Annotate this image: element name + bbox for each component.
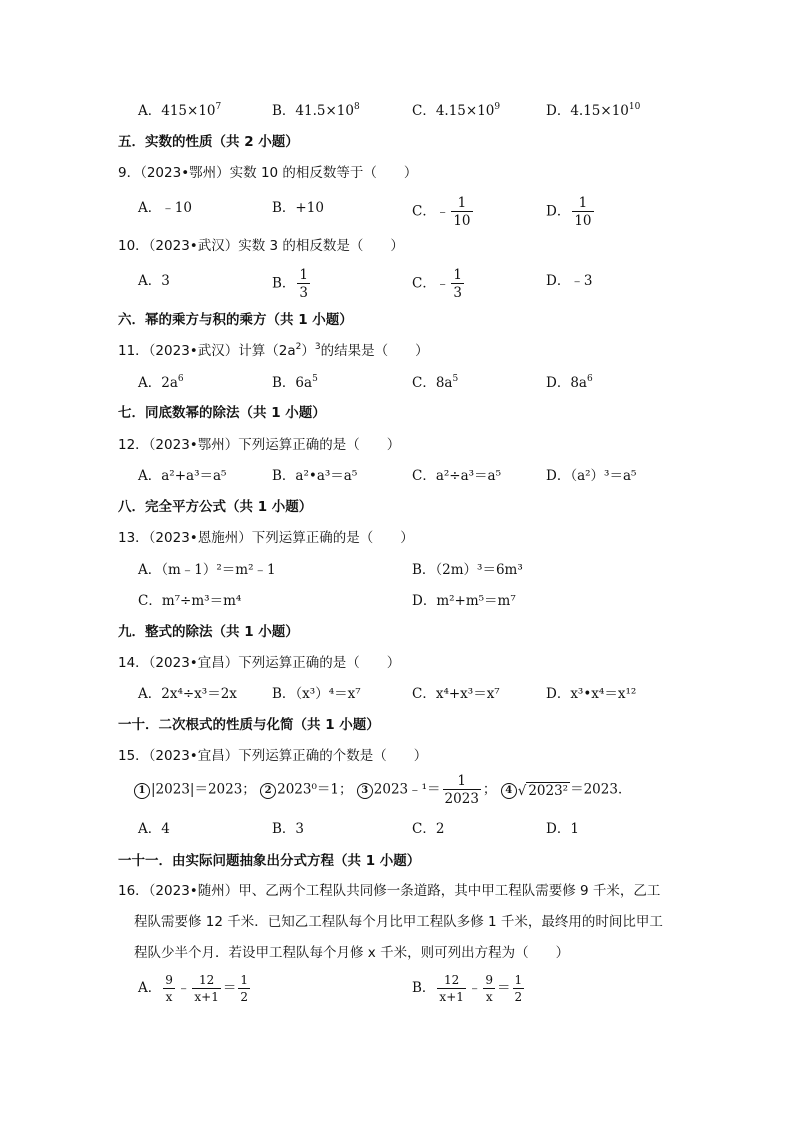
q8-option-c: C．$4.15\times 10^9$ bbox=[412, 102, 501, 119]
section-7-heading: 七．同底数幂的除法（共 1 小题） bbox=[118, 405, 326, 421]
q13-option-b: B．（2m）³＝6m³ bbox=[412, 562, 523, 578]
q9-option-a: A．﹣10 bbox=[138, 200, 192, 216]
section-6-heading: 六．幂的乘方与积的乘方（共 1 小题） bbox=[118, 312, 353, 328]
q13-option-c: C．m⁷÷m³＝m⁴ bbox=[138, 593, 242, 609]
q11-stem: 11．（2023•武汉）计算$(2a^2)^3$的结果是（ ） bbox=[118, 342, 429, 359]
q9-stem: 9．（2023•鄂州）实数 10 的相反数等于（ ） bbox=[118, 165, 418, 181]
q12-option-b: B．a²•a³＝a⁵ bbox=[272, 468, 358, 484]
q15-option-d: D．1 bbox=[546, 821, 579, 837]
q15-stem: 15．（2023•宜昌）下列运算正确的个数是（ ） bbox=[118, 748, 428, 764]
q15-statements: 1 |2023|＝2023； 2 2023⁰＝1； 3 2023﹣¹＝ $\frac{1}{2023}$ ； 4 √ 2023² ＝2023． bbox=[134, 774, 631, 806]
q14-option-c: C．x⁴+x³＝x⁷ bbox=[412, 686, 500, 702]
q8-option-b: B．$41.5\times 10^8$ bbox=[272, 102, 360, 119]
q16-line-2: 程队需要修 12 千米．已知乙工程队每个月比甲工程队多修 1 千米，最终用的时间比甲工 bbox=[134, 914, 663, 930]
q15-option-a: A．4 bbox=[138, 821, 170, 837]
q15-option-b: B．3 bbox=[272, 821, 305, 837]
q9-option-d: D． $\frac{1}{10}$ bbox=[546, 195, 592, 230]
section-5-heading: 五．实数的性质（共 2 小题） bbox=[118, 134, 299, 150]
q13-option-d: D．m²+m⁵＝m⁷ bbox=[412, 593, 516, 609]
q10-option-b: B． $\frac{1}{3}$ bbox=[272, 267, 309, 302]
q14-option-d: D．x³•x⁴＝x¹² bbox=[546, 686, 637, 702]
q10-option-d: D．﹣3 bbox=[546, 273, 593, 289]
q9-option-c: C．﹣ $\frac{1}{10}$ bbox=[412, 195, 471, 230]
q10-option-c: C．﹣ $\frac{1}{3}$ bbox=[412, 267, 462, 302]
circled-number-4-icon: 4 bbox=[501, 783, 517, 799]
circled-number-1-icon: 1 bbox=[134, 783, 150, 799]
q10-option-a: A．3 bbox=[138, 273, 170, 289]
q13-stem: 13．（2023•恩施州）下列运算正确的是（ ） bbox=[118, 530, 414, 546]
q11-option-d: D．$8a^6$ bbox=[546, 374, 593, 391]
section-11-heading: 一十一．由实际问题抽象出分式方程（共 1 小题） bbox=[118, 853, 421, 869]
q11-option-a: A．$2a^6$ bbox=[138, 374, 184, 391]
q12-option-c: C．a²÷a³＝a⁵ bbox=[412, 468, 502, 484]
q8-option-d: D．$4.15\times 10^{10}$ bbox=[546, 102, 641, 119]
section-9-heading: 九．整式的除法（共 1 小题） bbox=[118, 624, 299, 640]
q16-line-3: 程队少半个月．若设甲工程队每个月修 x 千米，则可列出方程为（ ） bbox=[134, 945, 570, 961]
q16-line-1: 16．（2023•随州）甲、乙两个工程队共同修一条道路，其中甲工程队需要修 9 千米，乙工 bbox=[118, 883, 661, 899]
section-10-heading: 一十．二次根式的性质与化简（共 1 小题） bbox=[118, 717, 380, 733]
q11-option-b: B．$6a^5$ bbox=[272, 374, 318, 391]
q16-option-b: B． $\frac{12}{x+1}$ ﹣ $\frac{9}{x}$ ＝ $\frac{1}{2}$ bbox=[412, 973, 523, 1004]
q9-option-b: B．+10 bbox=[272, 200, 324, 216]
circled-number-2-icon: 2 bbox=[260, 783, 276, 799]
q15-option-c: C．2 bbox=[412, 821, 445, 837]
q14-stem: 14．（2023•宜昌）下列运算正确的是（ ） bbox=[118, 655, 401, 671]
q8-option-a: A．$415\times 10^7$ bbox=[138, 102, 222, 119]
q12-option-a: A．a²+a³＝a⁵ bbox=[138, 468, 227, 484]
q14-option-a: A．2x⁴÷x³＝2x bbox=[138, 686, 237, 702]
q12-stem: 12．（2023•鄂州）下列运算正确的是（ ） bbox=[118, 437, 401, 453]
section-8-heading: 八．完全平方公式（共 1 小题） bbox=[118, 499, 313, 515]
q10-stem: 10．（2023•武汉）实数 3 的相反数是（ ） bbox=[118, 238, 404, 254]
square-root-icon: √ 2023² bbox=[517, 782, 569, 799]
q11-option-c: C．$8a^5$ bbox=[412, 374, 459, 391]
circled-number-3-icon: 3 bbox=[357, 783, 373, 799]
q16-option-a: A． $\frac{9}{x}$ ﹣ $\frac{12}{x+1}$ ＝ $\frac{1}{2}$ bbox=[138, 973, 248, 1004]
q14-option-b: B．（x³）⁴＝x⁷ bbox=[272, 686, 361, 702]
q12-option-d: D．（a²）³＝a⁵ bbox=[546, 468, 637, 484]
q13-option-a: A．（m﹣1）²＝m²﹣1 bbox=[138, 562, 276, 578]
